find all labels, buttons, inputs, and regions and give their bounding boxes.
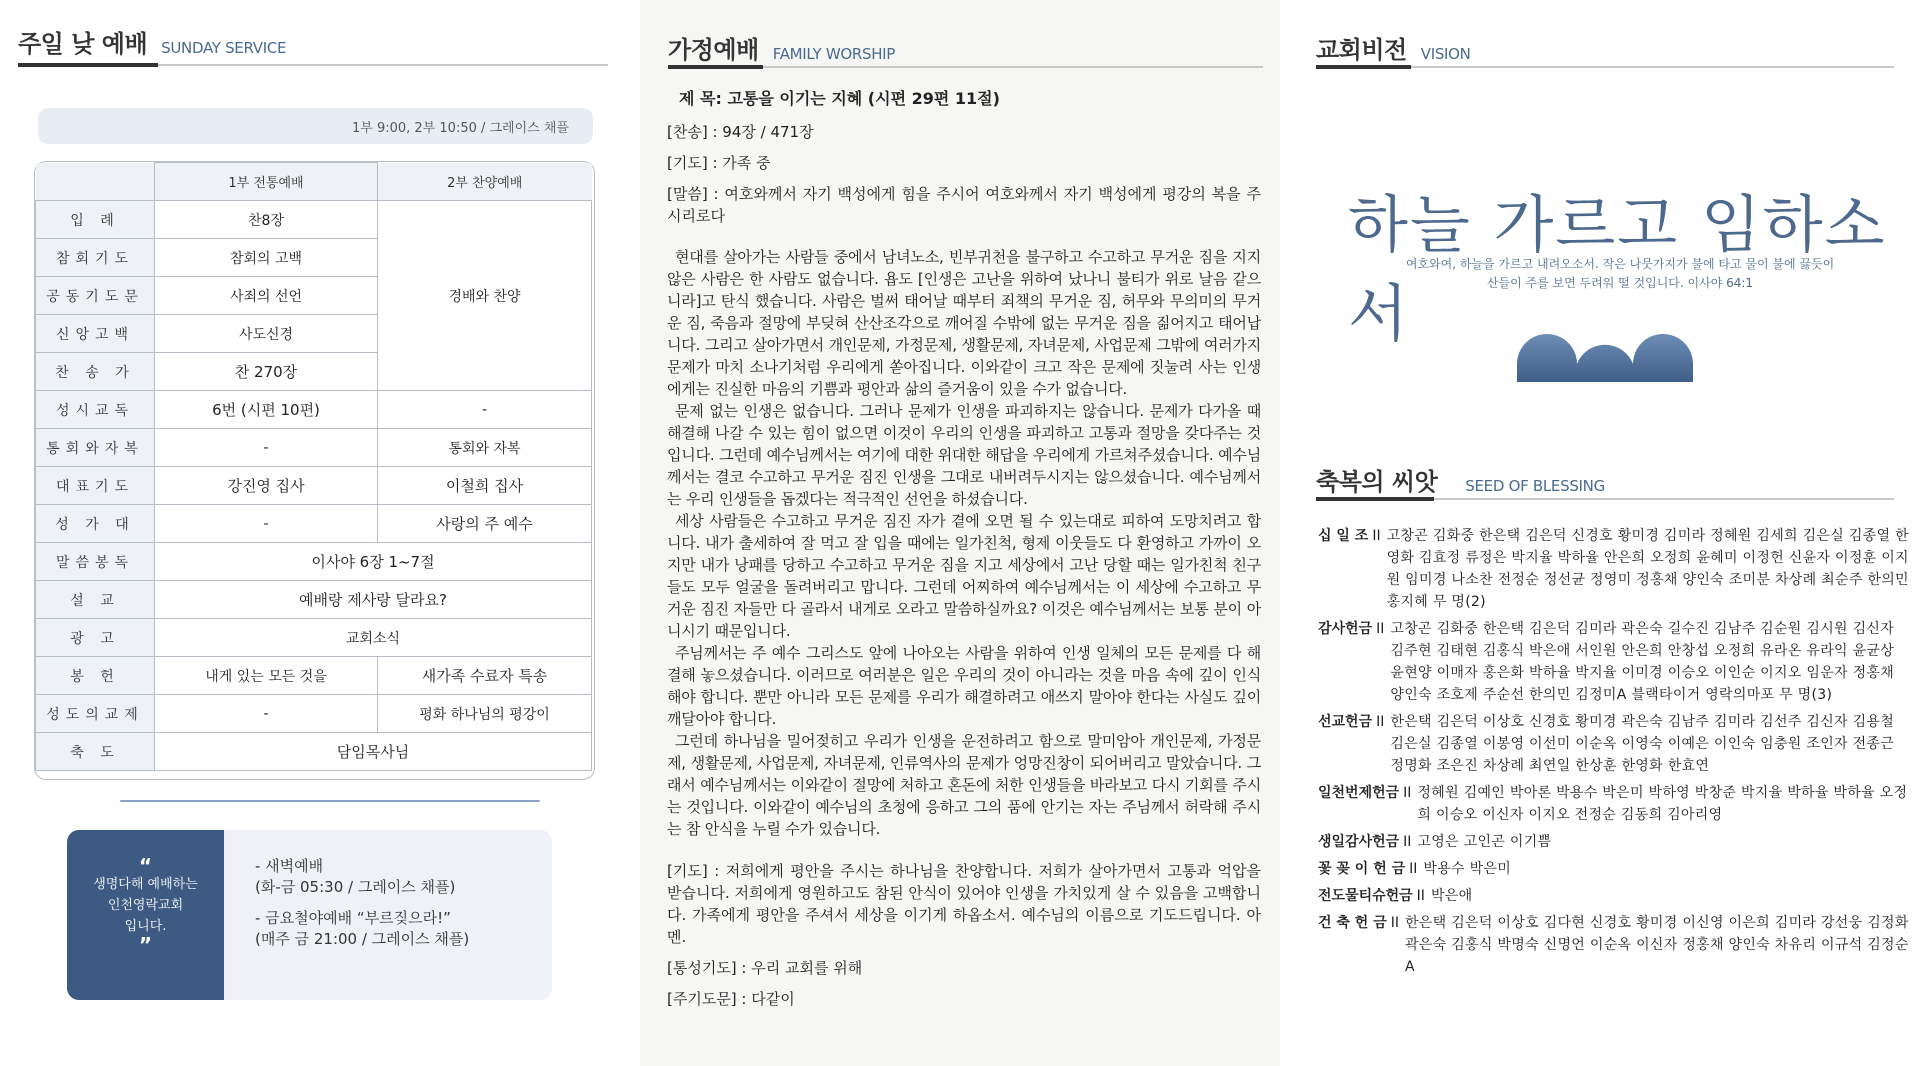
offering-row bbox=[1318, 525, 1910, 613]
hymn-line: [찬송] : 94장 / 471장 bbox=[667, 123, 814, 141]
offering-names: 고창곤 김화중 한은택 김은덕 신경호 황미경 김미라 정혜원 김세희 김은실 김종열 한영화 김효정 류정은 박지율 박하율 안은희 오정희 윤혜미 이정헌 신윤자 이정훈 이지원 임미경 나소찬 전정순 정선균 정영미 정홍채 양인숙 조미분 차상례 최순주 한의민 홍지혜 무 명(2) bbox=[1386, 528, 1909, 610]
row-value-2: - bbox=[378, 391, 592, 429]
offering-category: 선교헌금 II bbox=[1318, 714, 1385, 730]
vision-title: 교회비전 bbox=[1316, 36, 1407, 64]
row-value-2: 사랑의 주 예수 bbox=[378, 505, 592, 543]
sermon-paragraph: 현대를 살아가는 사람들 중에서 남녀노소, 빈부귀천을 불구하고 수고하고 무거운 짐을 지지 않은 사람은 한 사람도 없습니다. 욥도 [인생은 고난을 위하여 났나니 불티가 위로 날음 같으니라]고 탄식 했습니다. 사람은 벌써 태어날 때부터 죄책의 무거운 짐, 허무와 무의미의 무거운 짐, 죽음과 절망에 부딪혀 산산조각으로 깨어질 수밖에 없는 무거운 짐을 짊어지고 태어납니다. 그리고 살아가면서 개인문제, 가정문제, 생활문제, 자녀문제, 사업문제 그밖에 여러가지 문제가 마치 소나기처럼 우리에게 쏟아집니다. 이와같이 크고 작은 문제에 짓눌려 사는 인생에게는 진실한 마음의 기쁨과 평안과 삶의 즐거움이 있을 수가 없습니다. bbox=[667, 248, 1261, 398]
table-row bbox=[36, 429, 592, 467]
lords-prayer-line: [주기도문] : 다같이 bbox=[667, 990, 795, 1008]
motto-line: 입니다. bbox=[124, 919, 167, 934]
offering-category: 십 일 조 II bbox=[1318, 528, 1381, 544]
service-info bbox=[255, 856, 469, 950]
family-header bbox=[668, 30, 895, 65]
prayer-line: [기도] : 가족 중 bbox=[667, 154, 771, 172]
offering-names: 한은택 김은덕 이상호 신경호 황미경 곽은숙 김남주 김미라 김선주 김신자 김용철 김은실 김종열 이봉영 이선미 이순옥 이영숙 이예은 이인숙 임충원 조인자 전종근 정명화 조은진 차상례 최연일 한상훈 한영화 한효연 bbox=[1390, 714, 1895, 774]
offering-category: 꽃 꽂 이 헌 금 II bbox=[1318, 861, 1418, 877]
scripture-line: [말씀] : 여호와께서 자기 백성에게 힘을 주시어 여호와께서 자기 백성에게 평강의 복을 주시리로다 bbox=[667, 185, 1261, 225]
family-title-en: FAMILY WORSHIP bbox=[772, 45, 896, 63]
row-value: 담임목사님 bbox=[155, 733, 592, 771]
table-row bbox=[36, 201, 592, 239]
info-line: (화-금 05:30 / 그레이스 채플) bbox=[255, 878, 456, 896]
col-header-1: 1부 전통예배 bbox=[155, 163, 378, 201]
motto-line: 인천영락교회 bbox=[107, 898, 184, 913]
row-value-1: 사도신경 bbox=[155, 315, 378, 353]
offering-row bbox=[1318, 782, 1910, 826]
row-label: 광 고 bbox=[36, 619, 155, 657]
blessing-title-en: SEED OF BLESSING bbox=[1465, 477, 1605, 495]
sunday-title-en: SUNDAY SERVICE bbox=[161, 39, 287, 57]
offering-row bbox=[1318, 711, 1910, 777]
offering-row bbox=[1318, 912, 1910, 978]
table-row bbox=[36, 543, 592, 581]
row-label: 봉 헌 bbox=[36, 657, 155, 695]
sermon-paragraph: 주님께서는 주 예수 그리스도 앞에 나아오는 사람을 위하여 인생 일체의 모든 문제를 다 해결해 놓으셨습니다. 이러므로 여러분은 일은 우리의 것이 아니라는 것을 마음 속에 깊이 인식해야 합니다. 뿐만 아니라 모든 문제를 우리가 해결하려고 애쓰지 말아야 한다는 사실도 깊이 깨달아야 합니다. bbox=[667, 644, 1261, 728]
row-label: 신앙고백 bbox=[36, 315, 155, 353]
order-of-service-table bbox=[35, 162, 592, 771]
close-quote-icon: ” bbox=[138, 933, 153, 957]
offering-category: 건 축 헌 금 II bbox=[1318, 915, 1399, 931]
row-value-1: 강진영 집사 bbox=[155, 467, 378, 505]
family-title: 가정예배 bbox=[668, 36, 759, 64]
row-label: 설 교 bbox=[36, 581, 155, 619]
sunday-header bbox=[18, 24, 286, 59]
table-row bbox=[36, 391, 592, 429]
row-value-1: 찬8장 bbox=[155, 201, 378, 239]
offering-names: 고영은 고인곤 이기쁨 bbox=[1417, 834, 1552, 850]
offering-row bbox=[1318, 885, 1910, 907]
info-line: - 새벽예배 bbox=[255, 857, 324, 875]
row-value-1: 사죄의 선언 bbox=[155, 277, 378, 315]
mountain-domes-icon bbox=[1515, 330, 1695, 382]
sermon-paragraph: 문제 없는 인생은 없습니다. 그러나 문제가 인생을 파괴하지는 않습니다. 문제가 다가올 때 해결해 나갈 수 있는 힘이 없으면 이것이 우리의 인생을 파괴하고 고통과 절망을 갖다주는 것입니다. 그런데 예수님께서는 여기에 대한 위대한 해답을 우리에게 가르쳐주셨습니다. 예수님께서는 결코 수고하고 무거운 짐진 인생을 그대로 내버려두시지는 않으셨습니다. 예수님께서는 우리 인생들을 돕겠다는 적극적인 선언을 하셨습니다. bbox=[667, 402, 1261, 508]
sermon-paragraph: 세상 사람들은 수고하고 무거운 짐진 자가 곁에 오면 될 수 있는대로 피하여 도망치려고 합니다. 내가 출세하여 잘 먹고 잘 입을 때에는 일가친척, 형제 이웃들도 다 환영하고 가까이 오지만 내가 낭패를 당하고 수고하고 무거운 짐을 지고 세상에서 고난 당할 때는 일가친척 친구들도 모두 얼굴을 돌려버리고 맙니다. 그런데 어찌하여 예수님께서는 이 세상에 수고하고 무거운 짐진 자들만 다 골라서 내게로 오라고 말씀하실까요? 이것은 예수님께서는 보통 분이 아니시기 때문입니다. bbox=[667, 512, 1261, 640]
row-value: 교회소식 bbox=[155, 619, 592, 657]
vision-title-en: VISION bbox=[1420, 45, 1471, 63]
sermon-subject: 제 목: 고통을 이기는 지혜 (시편 29편 11절) bbox=[679, 89, 1000, 108]
offering-category: 감사헌금 II bbox=[1318, 621, 1385, 637]
row-label: 참회기도 bbox=[36, 239, 155, 277]
worship-notice-card bbox=[67, 830, 552, 1000]
table-row bbox=[36, 733, 592, 771]
motto-line: 생명다해 예배하는 bbox=[93, 877, 198, 892]
row-label: 찬 송 가 bbox=[36, 353, 155, 391]
row-value-1: 참회의 고백 bbox=[155, 239, 378, 277]
table-row bbox=[36, 619, 592, 657]
offering-names: 정혜원 김예인 박아론 박용수 박은미 박하영 박창준 박지율 박하율 박하율 오정희 이승오 이신자 이지오 전정순 김동희 김아리영 bbox=[1417, 785, 1908, 823]
divider bbox=[120, 800, 540, 802]
offering-names: 박은애 bbox=[1430, 888, 1473, 904]
row-value-2: 통회와 자복 bbox=[378, 429, 592, 467]
table-row bbox=[36, 695, 592, 733]
row-label: 통회와자복 bbox=[36, 429, 155, 467]
blessing-header-rule bbox=[1316, 498, 1894, 500]
row-value-1: - bbox=[155, 695, 378, 733]
table-header-row bbox=[36, 163, 592, 201]
row-value: 예배랑 제사랑 달라요? bbox=[155, 581, 592, 619]
offering-row bbox=[1318, 831, 1910, 853]
row-value-2: 새가족 수료자 특송 bbox=[378, 657, 592, 695]
table-row bbox=[36, 505, 592, 543]
row-value-1: 내게 있는 모든 것을 bbox=[155, 657, 378, 695]
col-header-2: 2부 찬양예배 bbox=[378, 163, 592, 201]
merged-worship-cell: 경배와 찬양 bbox=[378, 201, 592, 391]
row-value-1: 6번 (시편 10편) bbox=[155, 391, 378, 429]
sunday-header-rule bbox=[18, 64, 608, 66]
vision-header bbox=[1316, 30, 1471, 65]
sunday-title: 주일 낮 예배 bbox=[18, 30, 148, 58]
sunday-service-panel bbox=[0, 0, 640, 1066]
verse-line: 산들이 주를 보면 두려워 떨 것입니다. 이사야 64:1 bbox=[1486, 276, 1754, 290]
offering-row bbox=[1318, 858, 1910, 880]
common-prayer-line: [통성기도] : 우리 교회를 위해 bbox=[667, 959, 863, 977]
offering-list bbox=[1318, 525, 1910, 983]
vision-header-rule bbox=[1316, 66, 1894, 68]
table-row bbox=[36, 581, 592, 619]
service-times: 1부 9:00, 2부 10:50 / 그레이스 채플 bbox=[38, 108, 593, 144]
family-header-rule bbox=[668, 66, 1263, 68]
closing-prayer: [기도] : 저희에게 평안을 주시는 하나님을 찬양합니다. 저희가 살아가면서 고통과 억압을 받습니다. 저희에게 영원하고도 참된 안식이 있어야 인생을 가치있게 살 수 있음을 고백합니다. 가족에게 평안을 주셔서 세상을 이기게 하옵소서. 예수님의 이름으로 기도드립니다. 아멘. bbox=[667, 862, 1261, 946]
row-label: 공동기도문 bbox=[36, 277, 155, 315]
row-value-1: 찬 270장 bbox=[155, 353, 378, 391]
row-value-2: 평화 하나님의 평강이 bbox=[378, 695, 592, 733]
row-value-1: - bbox=[155, 429, 378, 467]
row-label: 성도의교제 bbox=[36, 695, 155, 733]
offering-category: 생일감사헌금 II bbox=[1318, 834, 1412, 850]
row-label: 입 례 bbox=[36, 201, 155, 239]
info-line: - 금요철야예배 “부르짖으라!” bbox=[255, 909, 451, 927]
table-row bbox=[36, 657, 592, 695]
offering-names: 한은택 김은덕 이상호 김다현 신경호 황미경 이신영 이은희 김미라 강선웅 김정화 곽은숙 김홍식 박명숙 신명언 이순옥 이신자 정홍채 양인숙 차유리 이규석 김정순A bbox=[1404, 915, 1909, 975]
table-row bbox=[36, 467, 592, 505]
offering-category: 일천번제헌금 II bbox=[1318, 785, 1412, 801]
blessing-header bbox=[1316, 462, 1605, 497]
vision-verse bbox=[1400, 255, 1840, 293]
offering-names: 박용수 박은미 bbox=[1423, 861, 1512, 877]
offering-category: 전도물티슈헌금 II bbox=[1318, 888, 1425, 904]
open-quote-icon: “ bbox=[138, 854, 153, 878]
sermon-paragraph: 그런데 하나님을 밀어젖히고 우리가 인생을 운전하려고 함으로 말미암아 개인문제, 가정문제, 생활문제, 사업문제, 자녀문제, 인류역사의 문제가 엉망진창이 되어버리고 말았습니다. 그래서 예수님께서는 이와같이 절망에 처하고 혼돈에 처한 인생들을 바라보고 다시 기회를 주시는 것입니다. 이와같이 예수님의 초청에 응하고 그의 품에 안기는 자는 주님께서 허락해 주시는 참 안식을 누릴 수가 있습니다. bbox=[667, 732, 1261, 838]
info-line: (매주 금 21:00 / 그레이스 채플) bbox=[255, 930, 470, 948]
motto-box bbox=[67, 830, 224, 1000]
row-label: 축 도 bbox=[36, 733, 155, 771]
offering-names: 고창곤 김화중 한은택 김은덕 김미라 곽은숙 길수진 김남주 김순원 김시원 김신자 김주현 김태현 김홍식 박은애 서인원 안은희 안창섭 오정희 유라온 유라익 윤균상 윤현양 이매자 홍은화 박하율 박지율 이미경 이승오 이인순 이지오 임운자 정홍채 양인숙 조호제 주순선 한의민 김정미A 블랙타이거 영락의마포 무 명(3) bbox=[1390, 621, 1895, 703]
offering-row bbox=[1318, 618, 1910, 706]
row-label: 대표기도 bbox=[36, 467, 155, 505]
row-value: 이사야 6장 1~7절 bbox=[155, 543, 592, 581]
family-worship-body bbox=[667, 86, 1261, 1019]
row-value-2: 이철희 집사 bbox=[378, 467, 592, 505]
vision-slogan: 하늘 가르고 임하소서 bbox=[1348, 188, 1887, 350]
verse-line: 여호와여, 하늘을 가르고 내려오소서. 작은 나뭇가지가 불에 타고 물이 불에 끓듯이 bbox=[1405, 257, 1835, 271]
row-label: 성시교독 bbox=[36, 391, 155, 429]
blessing-title: 축복의 씨앗 bbox=[1316, 468, 1438, 496]
row-label: 말씀봉독 bbox=[36, 543, 155, 581]
row-label: 성 가 대 bbox=[36, 505, 155, 543]
row-value-1: - bbox=[155, 505, 378, 543]
